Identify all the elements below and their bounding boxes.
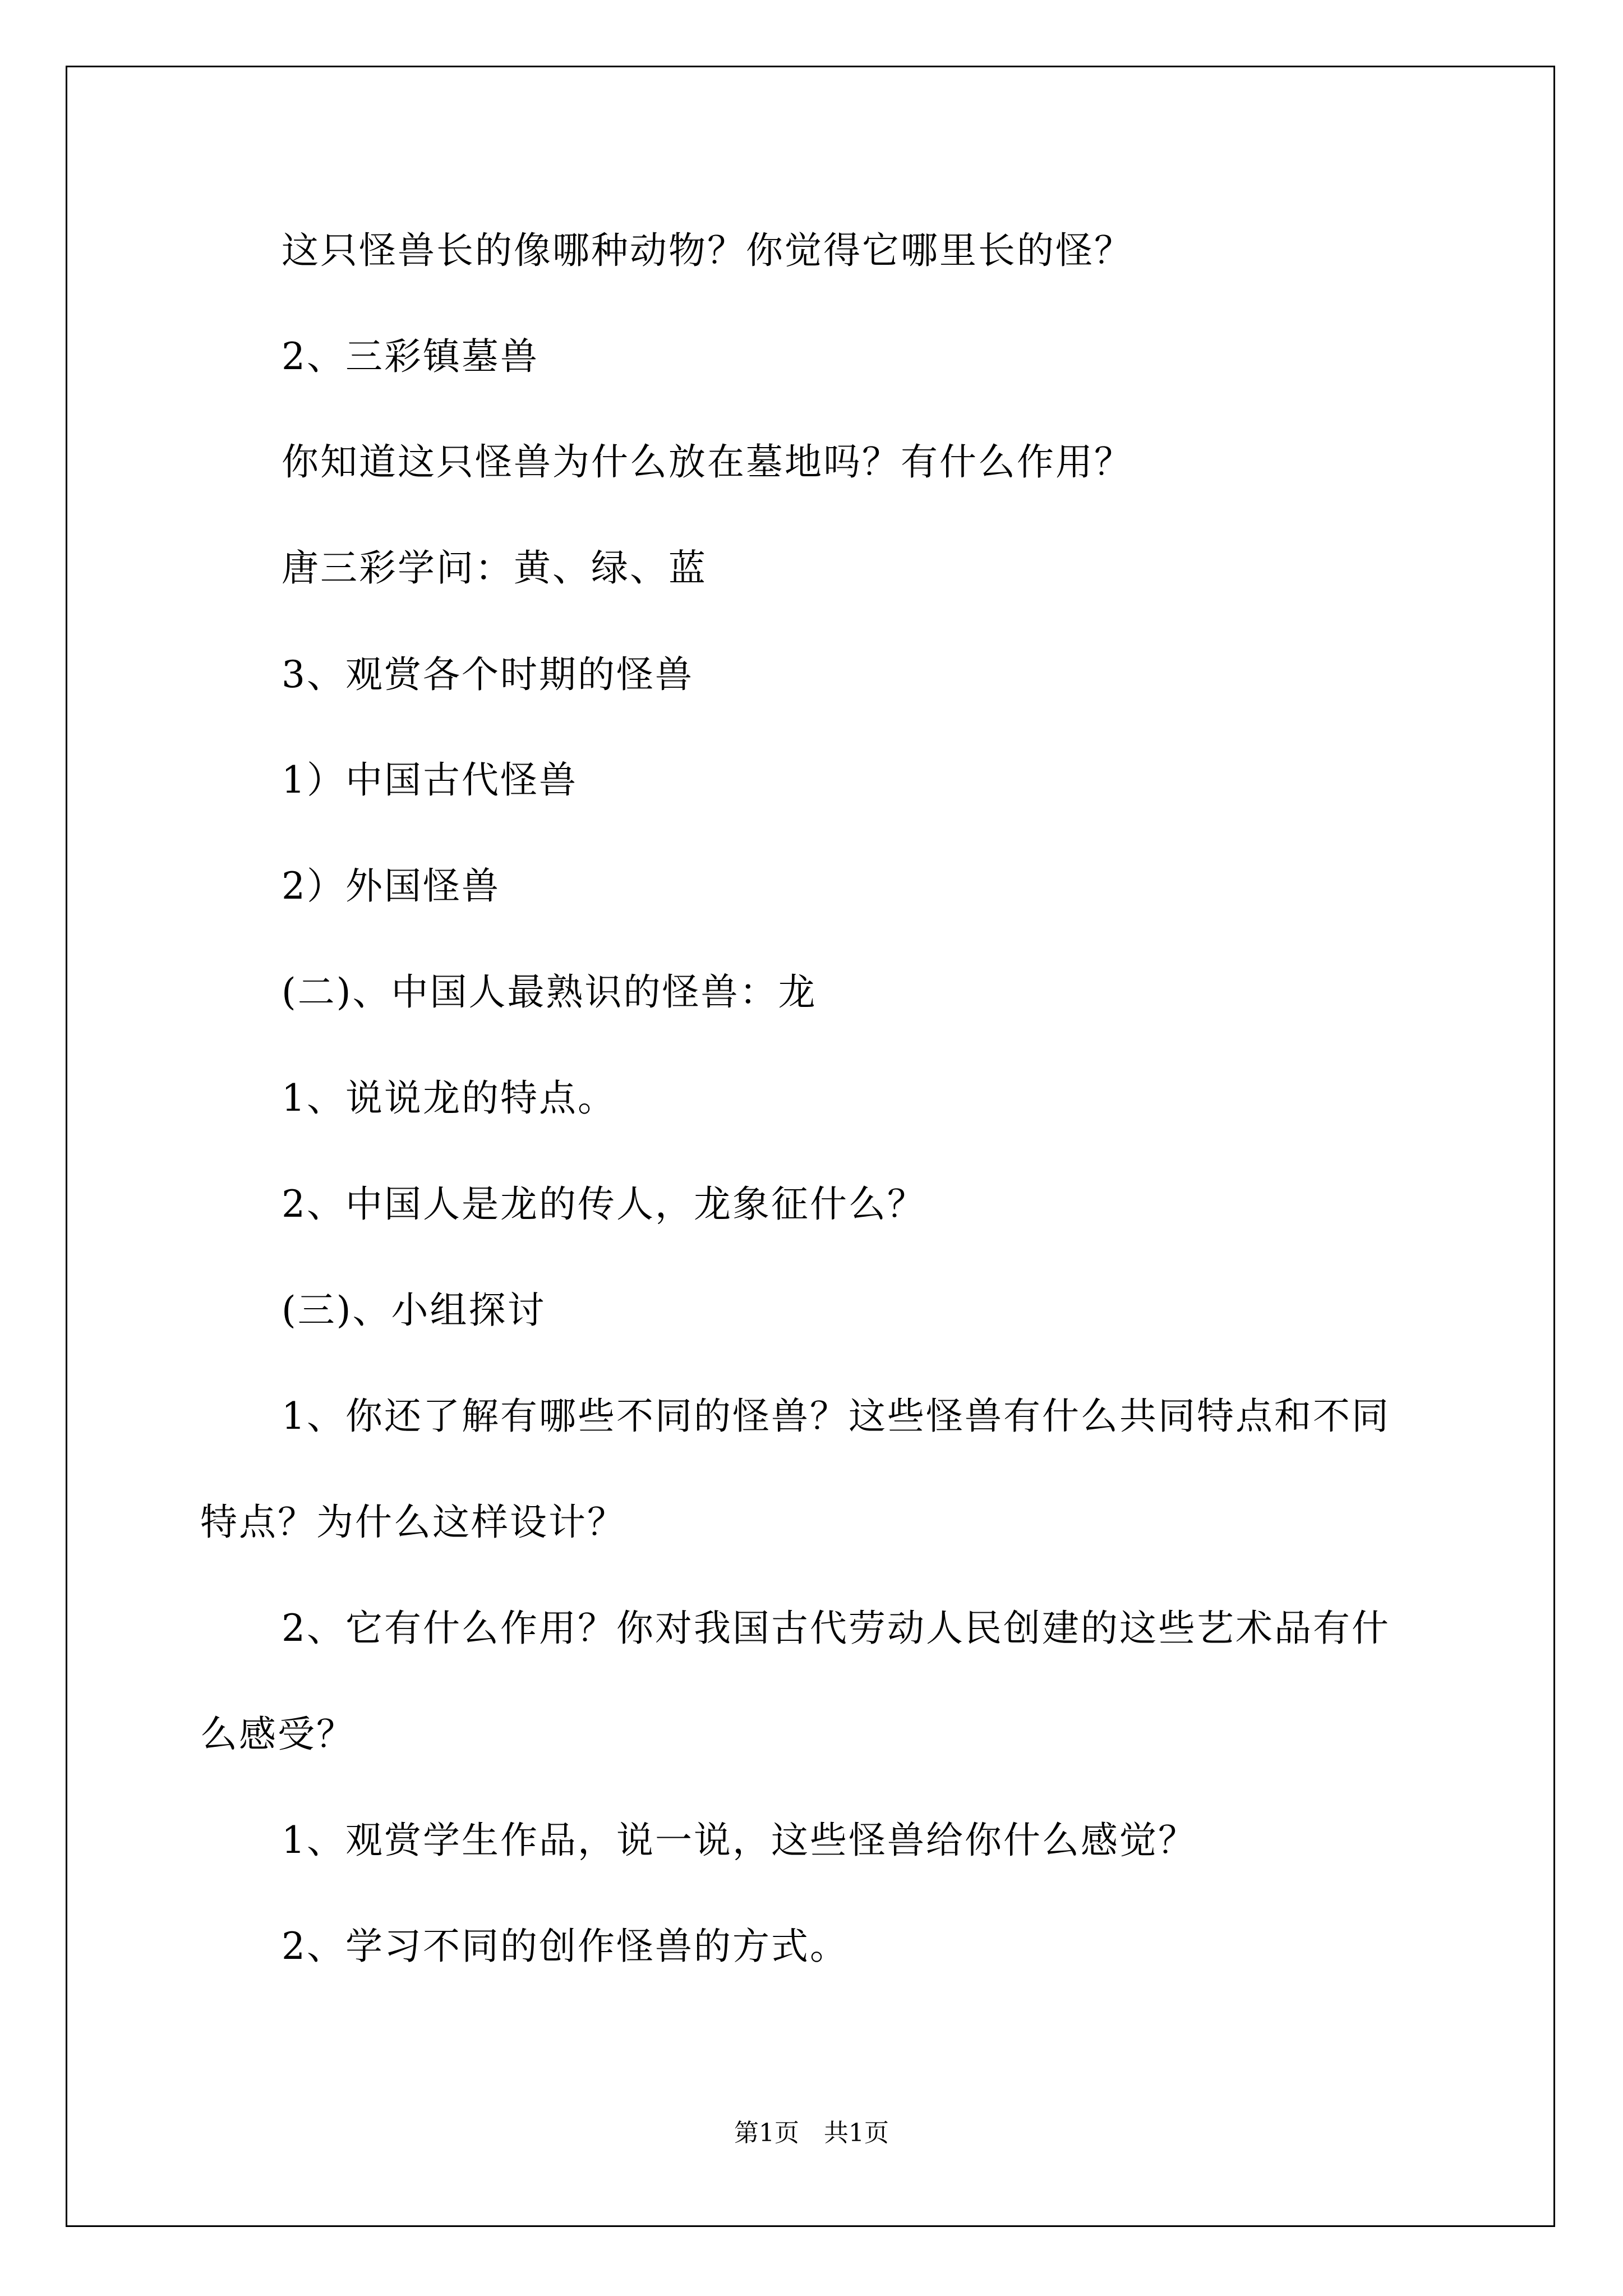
paragraph-15: 2、学习不同的创作怪兽的方式。 [282,1925,849,1968]
paragraph-13-line-1: 2、它有什么作用？你对我国古代劳动人民创建的这些艺术品有什 [282,1607,1390,1650]
paragraph-2: 2、三彩镇墓兽 [282,335,539,378]
paragraph-10: 2、中国人是龙的传人，龙象征什么？ [282,1182,926,1226]
paragraph-1: 这只怪兽长的像哪种动物？你觉得它哪里长的怪？ [282,229,1133,272]
paragraph-12-line-1: 1、你还了解有哪些不同的怪兽？这些怪兽有什么共同特点和不同 [282,1395,1390,1438]
page-border [66,66,1555,2227]
paragraph-14: 1、观赏学生作品，说一说，这些怪兽给你什么感觉？ [282,1819,1197,1862]
paragraph-12-line-2: 特点？为什么这样设计？ [200,1501,626,1544]
paragraph-6: 1）中国古代怪兽 [282,758,578,802]
paragraph-3: 你知道这只怪兽为什么放在墓地吗？有什么作用？ [282,440,1133,484]
paragraph-13-line-2: 么感受？ [200,1713,355,1756]
paragraph-8: (二)、中国人最熟识的怪兽：龙 [282,970,817,1014]
paragraph-11: (三)、小组探讨 [282,1289,546,1332]
paragraph-7: 2）外国怪兽 [282,864,500,908]
paragraph-5: 3、观赏各个时期的怪兽 [282,653,694,696]
paragraph-4: 唐三彩学问：黄、绿、蓝 [282,546,707,590]
page-number-footer: 第1页 共1页 [734,2119,889,2147]
paragraph-9: 1、说说龙的特点。 [282,1076,616,1120]
